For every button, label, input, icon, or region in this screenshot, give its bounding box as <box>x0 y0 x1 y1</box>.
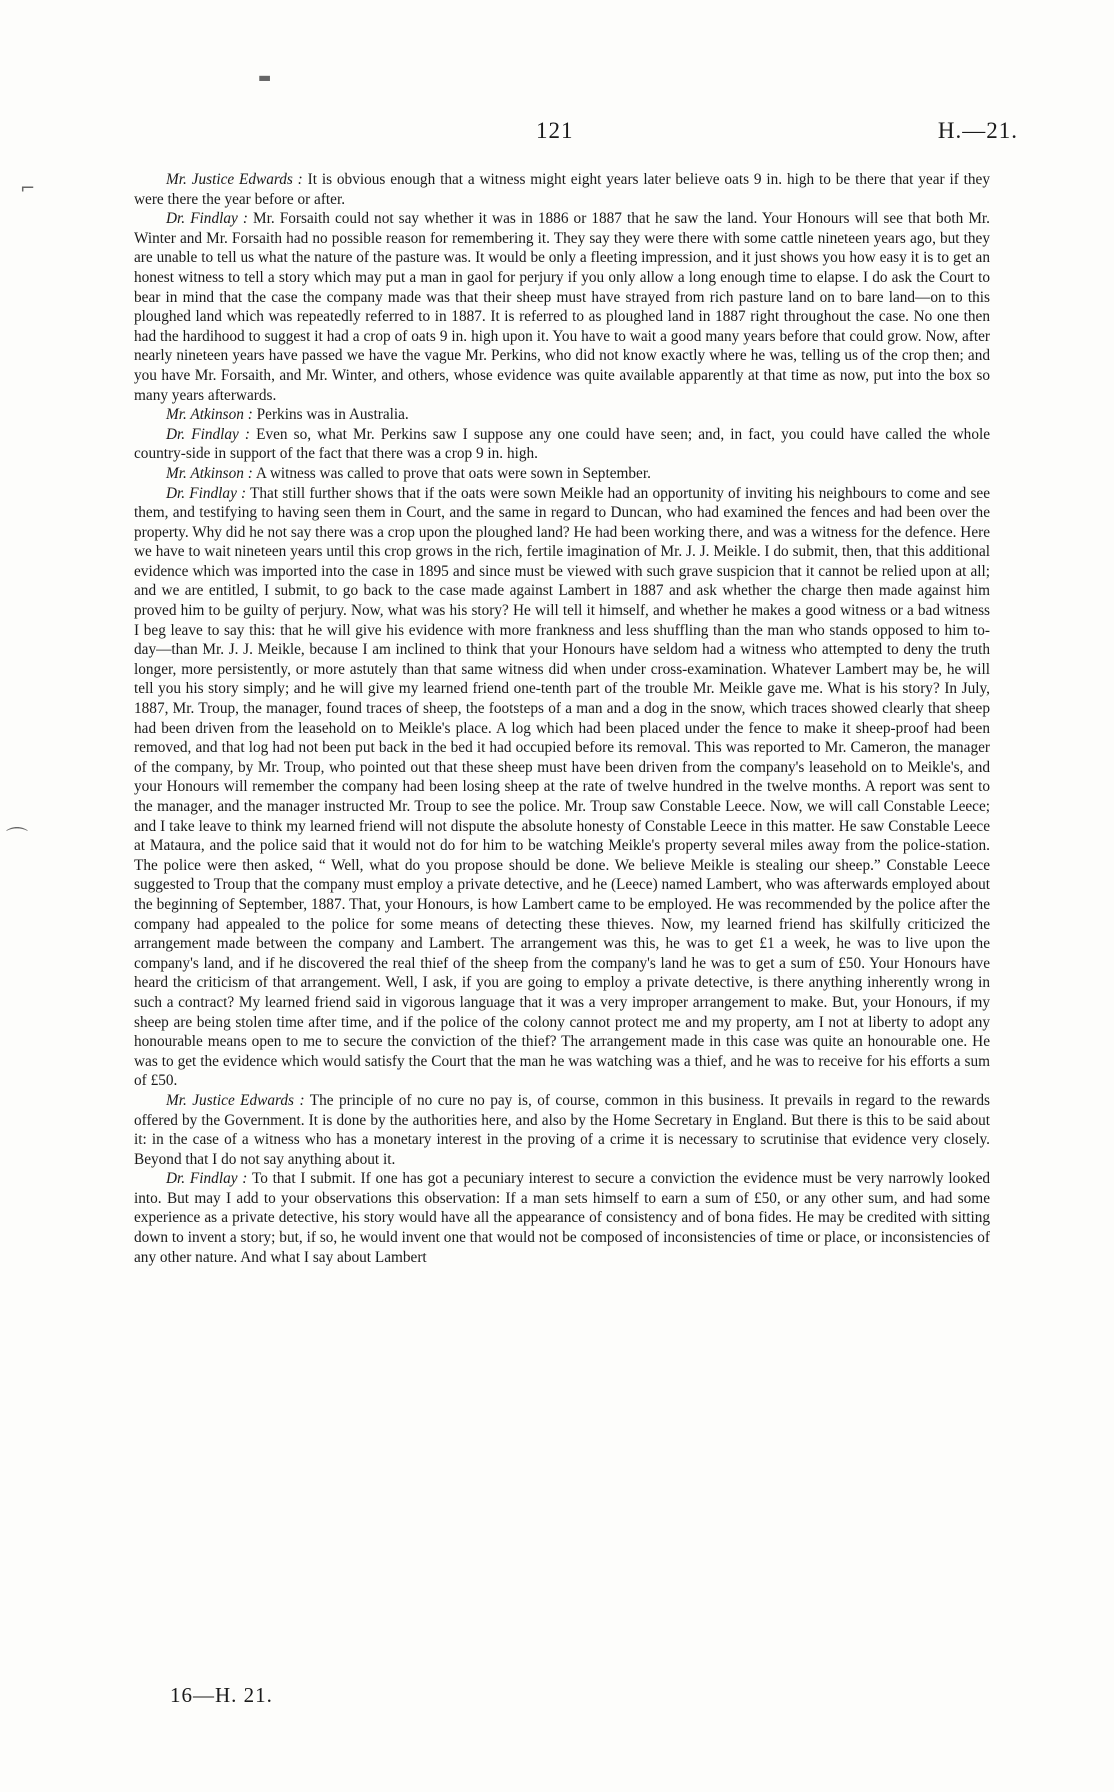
speaker-name: Dr. Findlay : <box>166 1170 248 1188</box>
scan-mark: ⌐ <box>20 178 36 199</box>
speaker-name: Mr. Justice Edwards : <box>166 171 303 188</box>
paragraph <box>134 425 990 464</box>
speaker-name: Dr. Findlay : <box>166 425 251 443</box>
page-number: 121 <box>536 118 574 143</box>
speaker-name: Mr. Justice Edwards : <box>166 1091 305 1109</box>
paragraph-text: The principle of no cure no pay is, of course, common in this business. It prevails in regard to the rewards offered by the Government. It is done by the authorities here, and also by the Home Secretary in England. But there is this to be said about it: in the case of a witness who has a monetary interest in the proving of a crime it is necessary to scrutinise that evidence very closely. Beyond that I do not say anything about it. <box>134 1091 990 1168</box>
paragraph <box>134 1091 990 1169</box>
page-footer-signature: 16—H. 21. <box>170 1683 273 1707</box>
speaker-name: Dr. Findlay : <box>166 210 248 228</box>
scan-mark: ⌒ <box>6 827 29 852</box>
paragraph-text: That still further shows that if the oats were sown Meikle had an opportunity of inviting his neighbours to come and see them, and testifying to having seen them in Court, and the same in regard to Duncan, who had examined the fences and had been over the property. Why did he not say there was a crop upon the ploughed land? He had been working there, and was a witness for the defence. Here we have to wait nineteen years until this crop grows in the rich, fertile imagination of Mr. J. J. Meikle. I do submit, then, that this additional evidence which was imported into the case in 1895 and since must be viewed with such grave suspicion that it cannot be relied upon at all; and we are entitled, I submit, to go back to the case made against Lambert in 1887 and ask whether the charge then made against him proved him to be guilty of perjury. Now, what was his story? He will tell it himself, and whether he makes a good witness or a bad witness I beg leave to say this: that he will give his evidence with more frankness and less shuffling than the man who stands opposed to him to-day—than Mr. J. J. Meikle, because I am inclined to think that your Honours have seldom had a witness who attempted to deny the truth longer, more persistently, or more astutely than that same witness did when under cross-examination. Whatever Lambert may be, he will tell you his story simply; and he will give my learned friend one-tenth part of the trouble Mr. Meikle gave me. What is his story? In July, 1887, Mr. Troup, the manager, found traces of sheep, the footsteps of a man and a dog in the snow, which traces showed clearly that sheep had been driven from the leasehold on to Meikle's place. A log which had been placed under the fence to make it sheep-proof had been removed, and that log had not been put back in the bed it had occupied before its removal. This was reported to Mr. Cameron, the manager of the company, by Mr. Troup, who pointed out that these sheep must have been driven from the company's leasehold on to Meikle's, and your Honours will remember the company had been losing sheep at the rate of twelve hundred in the twelve months. A report was sent to the manager, and the manager instructed Mr. Troup to see the police. Mr. Troup saw Constable Leece. Now, we will call Constable Leece; and I take leave to think my learned friend will not dispute the absolute honesty of Constable Leece in this matter. He saw Constable Leece at Mataura, and the police said that it would not do for him to be watching Meikle's property several miles away from the police-station. The police were then asked, “ Well, what do you propose should be done. We believe Meikle is stealing our sheep.” Constable Leece suggested to Troup that the company must employ a private detective, and he (Leece) named Lambert, who was afterwards employed about the beginning of September, 1887. That, your Honours, is how Lambert came to be employed. He was recommended by the police after the company had appealed to the police for some means of detecting these thieves. Now, my learned friend has skilfully criticized the arrangement made between the company and Lambert. The arrangement was this, he was to get £1 a week, he was to live upon the company's land, and if he discovered the real thief of the sheep from the company's land he was to get a sum of £50. Your Honours have heard the criticism of that arrangement. Well, I ask, if you are going to employ a private detective, is there anything inherently wrong in such a contract? My learned friend said in vigorous language that it was a very improper arrangement to make. But, your Honours, if my sheep are being stolen time after time, and if the police of the colony cannot protect me and my property, am I not at liberty to adopt any honourable means open to me to secure the conviction of the thief? The arrangement made in this case was quite an honourable one. He was to get the evidence which would satisfy the Court that the man he was watching was a thief, and he was to receive for his efforts a sum of £50. <box>134 484 990 1090</box>
paragraph <box>134 464 990 484</box>
paragraph <box>134 209 990 405</box>
paragraph-text: Even so, what Mr. Perkins saw I suppose any one could have seen; and, in fact, you could have called the whole country-side in support of the fact that there was a crop 9 in. high. <box>134 425 991 463</box>
paragraph-text: It is obvious enough that a witness might eight years later believe oats 9 in. high to be there that year if they were there the year before or after. <box>134 171 990 208</box>
paragraph <box>134 484 990 1091</box>
paragraph-text: Mr. Forsaith could not say whether it was in 1886 or 1887 that he saw the land. Your Honours will see that both Mr. Winter and Mr. Forsaith had no possible reason for remembering it. They say they were there with some cattle nineteen years ago, but they are unable to tell us what the nature of the pasture was. It would be only a fleeting impression, and it just shows you how easy it is to get an honest witness to tell a story which may put a man in gaol for perjury if you only allow a long enough time to elapse. I do ask the Court to bear in mind that the case the company made was that their sheep must have strayed from rich pasture land on to bare land—on to this ploughed land which was repeatedly referred to in 1887. It is referred to as ploughed land in 1887 right throughout the case. No one then had the hardihood to suggest it had a crop of oats 9 in. high upon it. You have to wait a good many years before that could grow. Now, after nearly nineteen years have passed we have the vague Mr. Perkins, who did not know exactly where he was, telling us of the crop then; and you have Mr. Forsaith, and Mr. Winter, and others, whose evidence was quite available apparently at that time as now, put into the box so many years afterwards. <box>134 210 990 404</box>
paragraph <box>134 170 990 209</box>
paragraph <box>134 1169 990 1267</box>
paragraph-text: A witness was called to prove that oats were sown in September. <box>255 464 651 482</box>
paragraph <box>134 405 990 425</box>
scan-mark: ▬ <box>258 70 272 86</box>
speaker-name: Mr. Atkinson : <box>166 464 253 482</box>
paragraph-text: Perkins was in Australia. <box>256 406 409 424</box>
speaker-name: Mr. Atkinson : <box>166 406 253 424</box>
page-header <box>0 118 1114 148</box>
document-reference: H.—21. <box>937 118 1018 143</box>
paragraph-text: To that I submit. If one has got a pecuniary interest to secure a conviction the evidence must be very narrowly looked into. But may I add to your observations this observation: If a man sets himself to earn a sum of £50, or any other sum, and had some experience as a private detective, his story would have all the appearance of consistency and of bona fides. He may be credited with sitting down to invent a story; but, if so, he would invent one that would not be composed of inconsistencies of time or place, or inconsistencies of any other nature. And what I say about Lambert <box>134 1170 991 1266</box>
body-text <box>134 170 990 1267</box>
speaker-name: Dr. Findlay : <box>166 484 247 502</box>
